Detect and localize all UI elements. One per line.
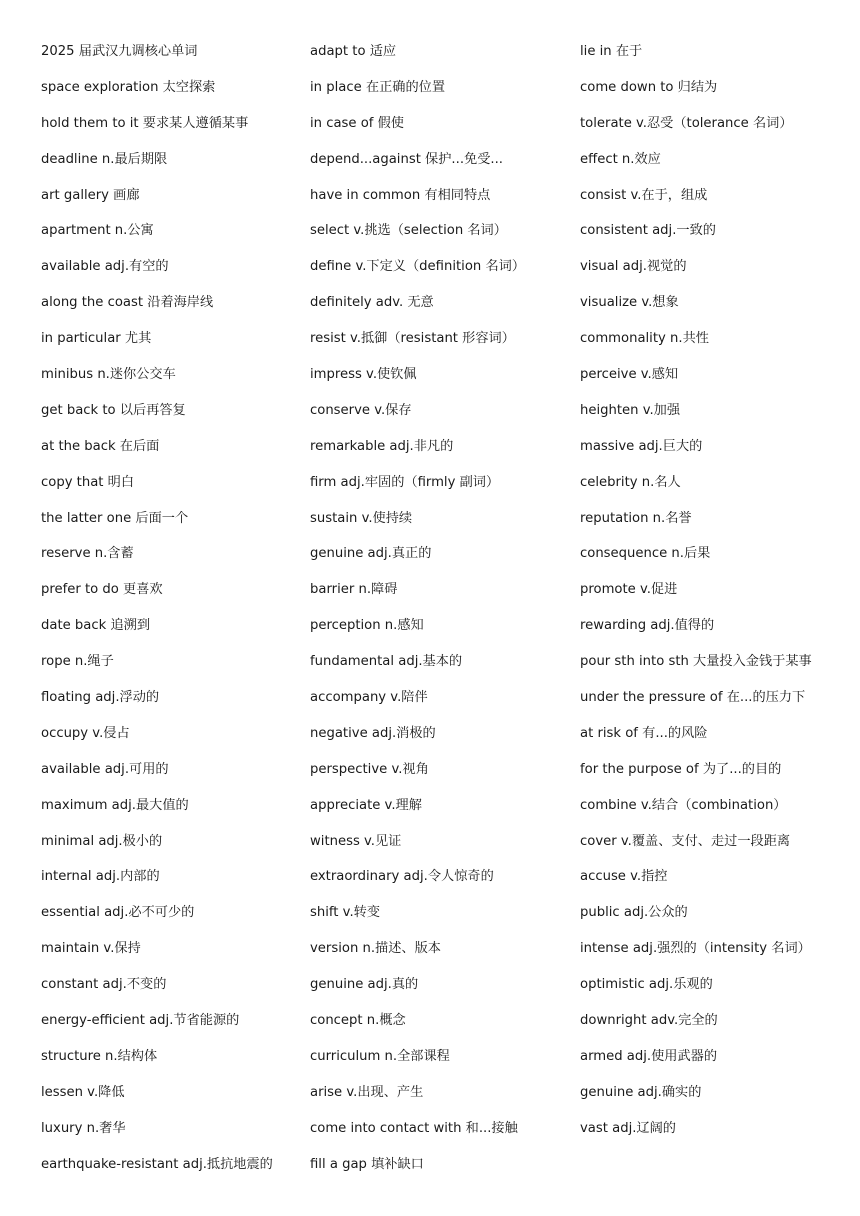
- vocab-entry: intense adj.强烈的（intensity 名词）: [580, 941, 811, 957]
- vocab-entry: fill a gap 填补缺口: [310, 1156, 424, 1172]
- vocab-entry: cover v.覆盖、支付、走过一段距离: [580, 833, 791, 849]
- vocab-entry: reserve n.含蓄: [41, 546, 134, 562]
- vocab-entry: rope n.绳子: [41, 654, 114, 670]
- vocab-entry: heighten v.加强: [580, 402, 681, 418]
- vocab-entry: floating adj.浮动的: [41, 690, 160, 706]
- vocab-entry: in particular 尤其: [41, 331, 152, 347]
- document-title: 2025 届武汉九调核心单词: [41, 44, 198, 59]
- vocab-entry: resist v.抵御（resistant 形容词）: [310, 331, 515, 347]
- vocab-entry: barrier n.障碍: [310, 582, 398, 598]
- vocab-entry: curriculum n.全部课程: [310, 1048, 450, 1064]
- vocab-entry: perceive v.感知: [580, 367, 679, 383]
- vocab-entry: earthquake-resistant adj.抵抗地震的: [41, 1156, 273, 1172]
- vocab-entry: fundamental adj.基本的: [310, 654, 463, 670]
- vocab-entry: under the pressure of 在...的压力下: [580, 690, 806, 706]
- vocab-entry: in case of 假使: [310, 115, 404, 131]
- vocab-entry: definitely adv. 无意: [310, 295, 434, 311]
- vocab-entry: date back 追溯到: [41, 618, 151, 634]
- vocab-entry: available adj.可用的: [41, 761, 169, 777]
- vocab-entry: downright adv.完全的: [580, 1013, 718, 1029]
- vocab-entry: essential adj.必不可少的: [41, 905, 195, 921]
- vocab-entry: consist v.在于，组成: [580, 187, 708, 203]
- vocab-entry: effect n.效应: [580, 151, 661, 167]
- vocab-entry: hold them to it 要求某人遵循某事: [41, 115, 249, 131]
- vocab-entry: space exploration 太空探索: [41, 79, 216, 95]
- vocab-entry: maximum adj.最大值的: [41, 797, 189, 813]
- vocab-entry: impress v.使钦佩: [310, 367, 417, 383]
- vocab-entry: massive adj.巨大的: [580, 438, 703, 454]
- vocab-entry: have in common 有相同特点: [310, 187, 491, 203]
- vocab-entry: depend...against 保护...免受...: [310, 151, 503, 167]
- vocab-entry: rewarding adj.值得的: [580, 618, 715, 634]
- vocab-entry: constant adj.不变的: [41, 977, 167, 993]
- vocab-entry: sustain v.使持续: [310, 510, 413, 526]
- vocab-entry: pour sth into sth 大量投入金钱于某事: [580, 654, 812, 670]
- vocab-entry: the latter one 后面一个: [41, 510, 189, 526]
- vocab-entry: visualize v.想象: [580, 295, 679, 311]
- vocab-entry: shift v.转变: [310, 905, 381, 921]
- vocab-entry: copy that 明白: [41, 474, 135, 490]
- vocab-entry: remarkable adj.非凡的: [310, 438, 454, 454]
- vocab-entry: genuine adj.真的: [310, 977, 419, 993]
- vocab-entry: select v.挑选（selection 名词）: [310, 223, 507, 239]
- vocab-entry: reputation n.名誉: [580, 510, 692, 526]
- vocab-entry: luxury n.奢华: [41, 1120, 126, 1136]
- vocab-entry: firm adj.牢固的（firmly 副词）: [310, 474, 500, 490]
- vocab-entry: along the coast 沿着海岸线: [41, 295, 214, 311]
- vocab-entry: version n.描述、版本: [310, 941, 441, 957]
- vocab-entry: promote v.促进: [580, 582, 678, 598]
- vocab-entry: come into contact with 和...接触: [310, 1120, 518, 1136]
- vocab-entry: occupy v.侵占: [41, 725, 130, 741]
- vocab-entry: internal adj.内部的: [41, 869, 160, 885]
- vocab-entry: art gallery 画廊: [41, 187, 140, 203]
- vocab-entry: minimal adj.极小的: [41, 833, 163, 849]
- vocab-entry: celebrity n.名人: [580, 474, 681, 490]
- vocab-entry: public adj.公众的: [580, 905, 688, 921]
- column-1: [41, 40, 299, 1189]
- vocab-entry: genuine adj.确实的: [580, 1084, 702, 1100]
- vocab-entry: perspective v.视角: [310, 761, 429, 777]
- vocab-entry: appreciate v.理解: [310, 797, 422, 813]
- column-2: [310, 40, 568, 1189]
- vocab-entry: define v.下定义（definition 名词）: [310, 259, 526, 275]
- vocab-entry: prefer to do 更喜欢: [41, 582, 163, 598]
- vocab-entry: adapt to 适应: [310, 44, 397, 59]
- vocab-entry: consistent adj.一致的: [580, 223, 716, 239]
- vocab-entry: visual adj.视觉的: [580, 259, 687, 275]
- vocab-entry: vast adj.辽阔的: [580, 1120, 676, 1136]
- vocab-entry: minibus n.迷你公交车: [41, 367, 176, 383]
- vocab-entry: accuse v.指控: [580, 869, 668, 885]
- vocab-entry: for the purpose of 为了...的目的: [580, 761, 782, 777]
- vocab-entry: witness v.见证: [310, 833, 402, 849]
- vocab-entry: negative adj.消极的: [310, 725, 436, 741]
- vocab-entry: genuine adj.真正的: [310, 546, 432, 562]
- vocab-entry: consequence n.后果: [580, 546, 711, 562]
- vocab-entry: lie in 在于: [580, 44, 643, 59]
- vocab-entry: combine v.结合（combination）: [580, 797, 787, 813]
- vocab-entry: maintain v.保持: [41, 941, 141, 957]
- vocab-entry: tolerate v.忍受（tolerance 名词）: [580, 115, 793, 131]
- column-3: [580, 40, 830, 1153]
- vocab-entry: available adj.有空的: [41, 259, 169, 275]
- vocab-entry: at risk of 有...的风险: [580, 725, 708, 741]
- vocab-entry: in place 在正确的位置: [310, 79, 446, 95]
- vocab-entry: perception n.感知: [310, 618, 424, 634]
- vocab-entry: energy-efficient adj.节省能源的: [41, 1013, 240, 1029]
- vocab-entry: deadline n.最后期限: [41, 151, 168, 167]
- vocab-entry: accompany v.陪伴: [310, 690, 428, 706]
- vocab-entry: extraordinary adj.令人惊奇的: [310, 869, 494, 885]
- vocab-entry: conserve v.保存: [310, 402, 412, 418]
- vocab-entry: at the back 在后面: [41, 438, 160, 454]
- vocab-entry: optimistic adj.乐观的: [580, 977, 713, 993]
- vocab-entry: commonality n.共性: [580, 331, 709, 347]
- vocab-entry: get back to 以后再答复: [41, 402, 186, 418]
- vocab-entry: structure n.结构体: [41, 1048, 158, 1064]
- vocab-entry: concept n.概念: [310, 1013, 406, 1029]
- vocab-entry: armed adj.使用武器的: [580, 1048, 718, 1064]
- vocab-entry: lessen v.降低: [41, 1084, 125, 1100]
- vocab-entry: apartment n.公寓: [41, 223, 154, 239]
- vocab-entry: come down to 归结为: [580, 79, 718, 95]
- vocab-entry: arise v.出现、产生: [310, 1084, 424, 1100]
